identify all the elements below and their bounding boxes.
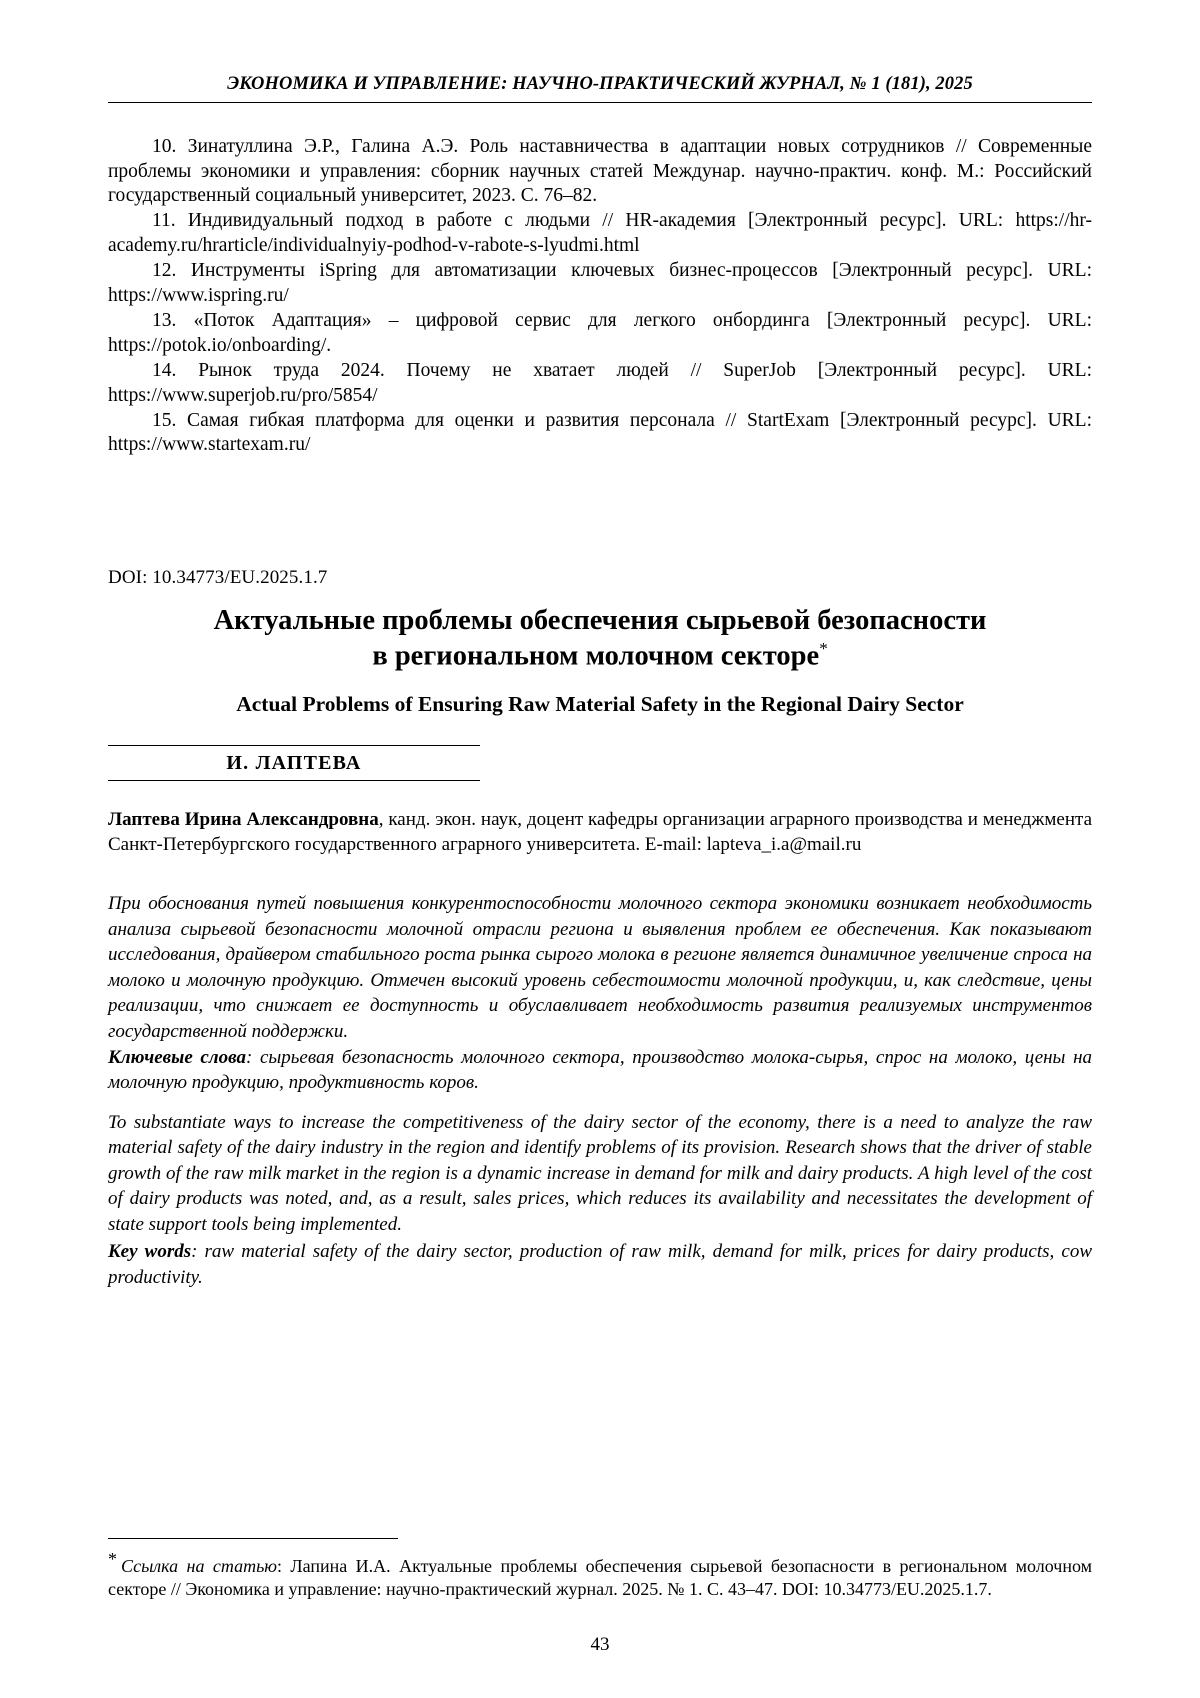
abstract-en-text: To substantiate ways to increase the competitiveness of the dairy sector of the economy, there is a need to analyze the raw material safety of the dairy industry in the region and identify problems of its provision. Research shows that the driver of stable growth of the raw milk market in the region is a dynamic increase in demand for milk and dairy products. A high level of the cost of dairy products was noted, and, as a result, sales prices, which reduces its availability and necessitates the development of state support tools being implemented. — [108, 1111, 1092, 1235]
keywords-ru-text: : сырьевая безопасность молочного сектора, производство молока-сырья, спрос на молоко, цены на молочную продукцию, продуктивность коров. — [108, 1047, 1092, 1094]
keywords-ru-label: Ключевые слова — [108, 1047, 246, 1069]
reference-item: 12. Инструменты iSpring для автоматизации ключевых бизнес-процессов [Электронный ресурс]. URL: https://www.ispring.ru/ — [108, 260, 1092, 306]
reference-item: 15. Самая гибкая платформа для оценки и развития персонала // StartExam [Электронный ресурс]. URL: https://www.startexam.ru/ — [108, 409, 1092, 456]
footnote-area — [108, 1538, 1092, 1602]
reference-item: 13. «Поток Адаптация» – цифровой сервис для легкого онбординга [Электронный ресурс]. URL: https://potok.io/onboarding/. — [108, 310, 1092, 356]
section-spacer — [108, 459, 1092, 567]
abstract-ru — [108, 891, 1092, 1096]
page-number: 43 — [590, 1634, 610, 1655]
title-footnote-marker: * — [819, 639, 828, 659]
reference-list — [108, 135, 1092, 458]
abstract-ru-text: При обоснования путей повышения конкурентоспособности молочного сектора экономики возникает необходимость анализа сырьевой безопасности молочной отрасли региона и выявления проблем ее обеспечения. Как показывают исследования, драйвером стабильного роста рынка сырого молока в регионе является динамичное увеличение спроса на молоко и молочную продукцию. Отмечен высокий уровень себестоимости молочной продукции, и, как следствие, цены реализации, что снижает ее доступность и обуславливает необходимость развития реализуемых инструментов государственной поддержки. — [108, 893, 1092, 1042]
author-short-name: И. ЛАПТЕВА — [108, 746, 480, 781]
page-title — [122, 603, 1078, 675]
running-head: ЭКОНОМИКА И УПРАВЛЕНИЕ: НАУЧНО-ПРАКТИЧЕСКИЙ ЖУРНАЛ, № 1 (181), 2025 — [108, 74, 1092, 103]
keywords-en-text: : raw material safety of the dairy sector, production of raw milk, demand for milk, prices for dairy products, cow productivity. — [108, 1241, 1092, 1288]
keywords-en — [108, 1239, 1092, 1290]
reference-item: 11. Индивидуальный подход в работе с людьми // HR-академия [Электронный ресурс]. URL: https://hr-academy.ru/hrarticle/individualnyiy-podhod-v-rabote-s-lyudmi.html — [108, 210, 1092, 257]
footnote-marker: * — [108, 1548, 117, 1569]
reference-item: 14. Рынок труда 2024. Почему не хватает людей // SuperJob [Электронный ресурс]. URL: https://www.superjob.ru/pro/5854/ — [108, 359, 1092, 406]
footnote — [108, 1548, 1092, 1602]
title-ru-line2: в региональном молочном секторе — [372, 640, 820, 672]
footnote-text: : Лапина И.А. Актуальные проблемы обеспечения сырьевой безопасности в региональном молочном секторе // Экономика и управление: научно-практический журнал. 2025. № 1. С. 43–47. DOI: 10.34773/EU.2025.1.7. — [108, 1555, 1092, 1600]
abstract-en — [108, 1110, 1092, 1290]
author-full-name: Лаптева Ирина Александровна — [108, 808, 379, 830]
reference-item: 10. Зинатуллина Э.Р., Галина А.Э. Роль наставничества в адаптации новых сотрудников // Современные проблемы экономики и управления: сборник научных статей Междунар. научно-практич. конф. М.: Российский государственный социальный университет, 2023. С. 76–82. — [108, 136, 1092, 207]
author-affiliation-text: , канд. экон. наук, доцент кафедры организации аграрного производства и менеджмента Санкт-Петербургского государственного аграрного университета. E-mail: lapteva_i.a@mail.ru — [108, 808, 1093, 856]
keywords-ru — [108, 1045, 1092, 1096]
title-ru-line1: Актуальные проблемы обеспечения сырьевой безопасности — [213, 604, 987, 636]
author-heading-block — [108, 745, 480, 781]
keywords-en-label: Key words — [108, 1241, 192, 1263]
article-doi: DOI: 10.34773/EU.2025.1.7 — [108, 566, 328, 588]
footnote-label: Ссылка на статью — [121, 1555, 277, 1576]
footnote-divider — [108, 1538, 398, 1539]
author-affiliation-block — [108, 807, 1092, 858]
page-title-en: Actual Problems of Ensuring Raw Material Safety in the Regional Dairy Sector — [236, 691, 964, 716]
